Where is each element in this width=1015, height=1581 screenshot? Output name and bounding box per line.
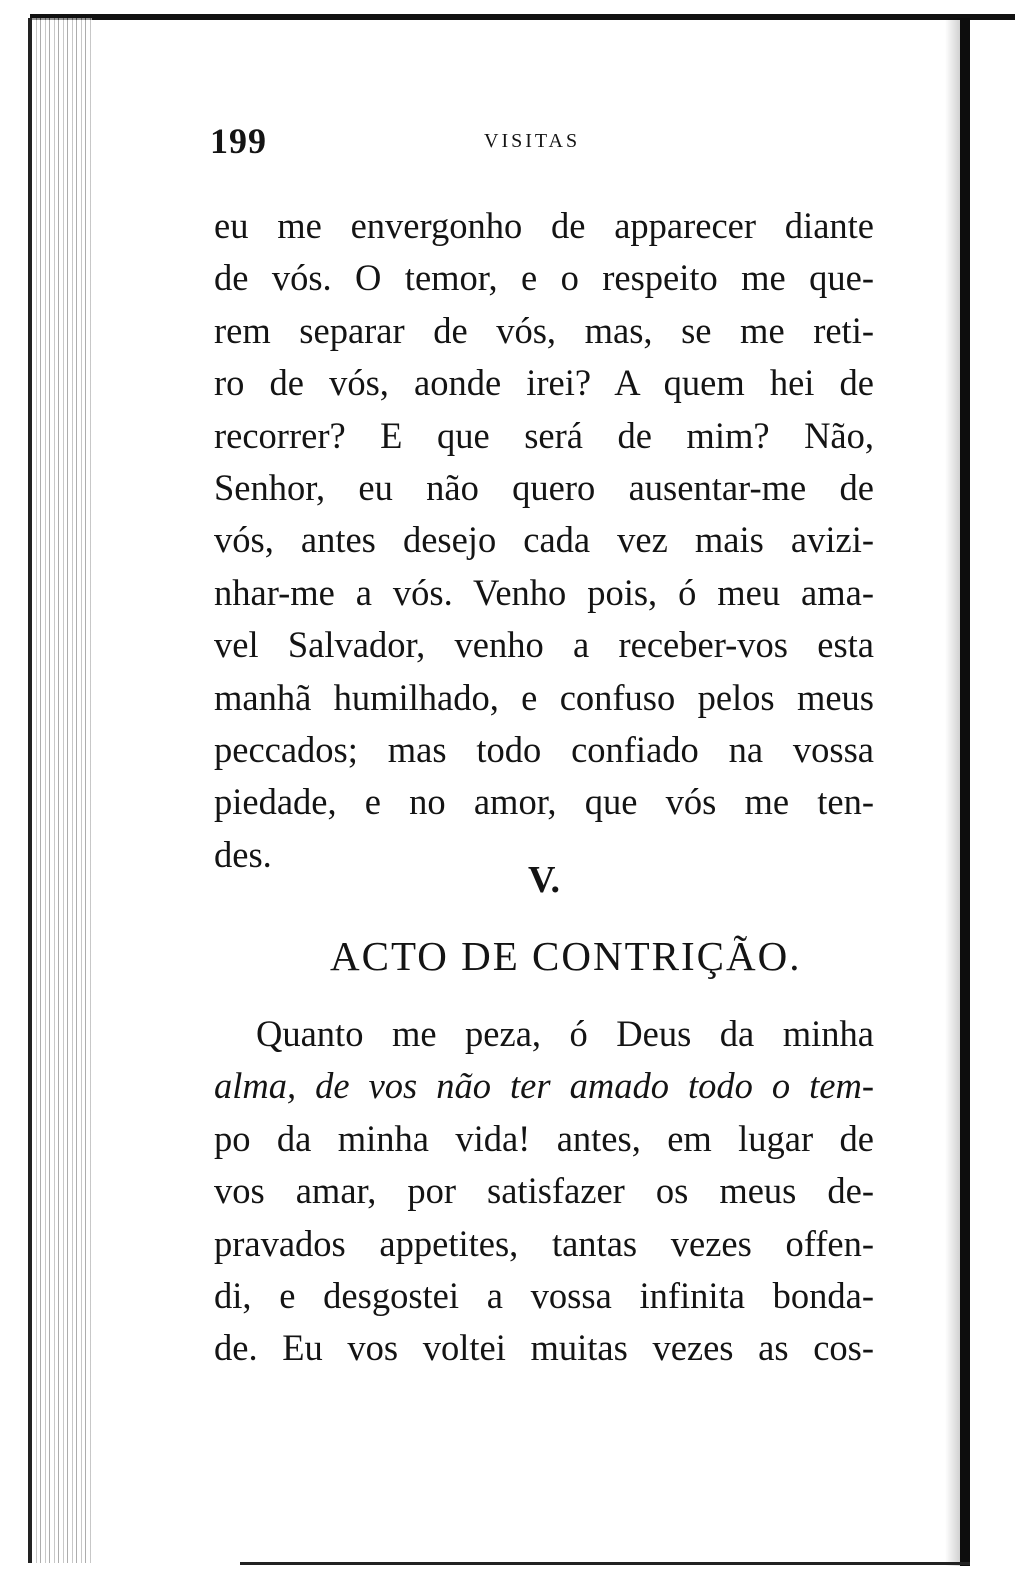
page-right-edge <box>960 18 970 1566</box>
page-bottom-edge <box>240 1562 970 1565</box>
page-number: 199 <box>210 121 267 161</box>
page-top-edge <box>30 14 1015 20</box>
text-line: vos amar, por satisfazer os meus de- <box>214 1170 874 1212</box>
text-line: des. <box>214 833 272 875</box>
paragraph-2 <box>214 1008 874 1375</box>
page-left-edge <box>28 18 32 1563</box>
text-line: Quanto me peza, ó Deus da minha <box>256 1013 874 1054</box>
text-line: ro de vós, aonde irei? A quem hei de <box>214 362 874 404</box>
text-line: de. Eu vos voltei muitas vezes as cos- <box>214 1327 874 1369</box>
text-line: recorrer? E que será de mim? Não, <box>214 414 874 456</box>
section-heading: ACTO DE CONTRIÇÃO. <box>330 933 802 979</box>
text-line-italic <box>214 1060 874 1112</box>
text-line: rem separar de vós, mas, se me reti- <box>214 309 874 351</box>
scan-margin <box>970 20 1000 1566</box>
text-line: eu me envergonho de apparecer diante <box>214 205 874 246</box>
section-number: V. <box>528 859 561 901</box>
text-line: po da minha vida! antes, em lugar de <box>214 1117 874 1159</box>
italic-text: alma, de vos não ter amado todo o tem- <box>214 1065 874 1107</box>
running-title: VISITAS <box>484 130 581 152</box>
text-line: manhã humilhado, e confuso pelos meus <box>214 676 874 718</box>
text-line: piedade, e no amor, que vós me ten- <box>214 781 874 823</box>
page-right-shadow <box>945 18 960 1566</box>
text-line: di, e desgostei a vossa infinita bonda- <box>214 1275 874 1317</box>
text-line: vós, antes desejo cada vez mais avizi- <box>214 519 874 561</box>
text-line: nhar-me a vós. Venho pois, ó meu ama- <box>214 571 874 613</box>
text-line: pravados appetites, tantas vezes offen- <box>214 1222 874 1264</box>
text-line: Senhor, eu não quero ausentar-me de <box>214 467 874 509</box>
text-line: peccados; mas todo confiado na vossa <box>214 729 874 771</box>
book-spine-shadow <box>28 18 92 1563</box>
paragraph-1 <box>214 200 874 881</box>
text-line: de vós. O temor, e o respeito me que- <box>214 257 874 299</box>
text-line: vel Salvador, venho a receber-vos esta <box>214 624 874 666</box>
